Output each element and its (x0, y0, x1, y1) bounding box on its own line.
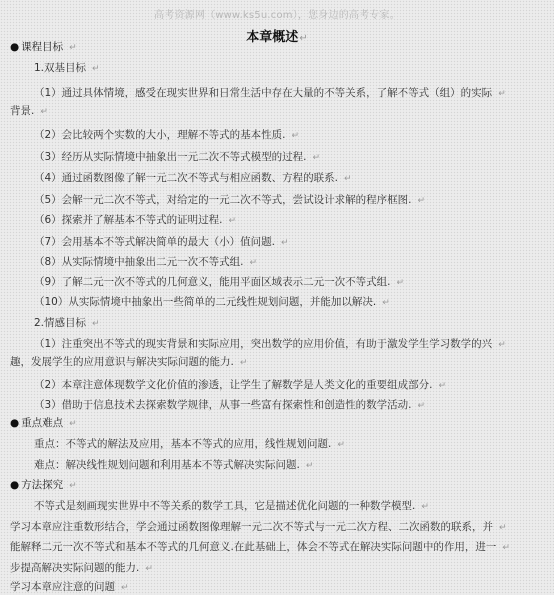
section-heading (10, 40, 554, 55)
text-line (34, 275, 554, 290)
paragraph-mark: ↵ (239, 358, 248, 368)
paragraph-mark: ↵ (312, 153, 321, 163)
line-text: （6）探索并了解基本不等式的证明过程. (34, 214, 223, 226)
paragraph-mark: ↵ (344, 174, 352, 184)
header-watermark: 高考资源网（www.ks5u.com），您身边的高考专家。 (154, 10, 400, 21)
text-line (34, 437, 554, 452)
text-line (34, 295, 554, 310)
text-line (34, 458, 554, 473)
section-heading-text: 重点难点 (21, 417, 64, 429)
section-heading-text: 方法探究 (21, 479, 64, 491)
paragraph-mark: ↵ (382, 298, 390, 308)
line-text: 能解释二元一次不等式和基本不等式的几何意义.在此基础上，体会不等式在解决实际问题中的作用，进一 (10, 541, 497, 553)
line-text: （9）了解二元一次不等式的几何意义，能用平面区域表示二元一次不等式组. (34, 276, 391, 288)
line-text: （3）经历从实际情境中抽象出一元二次不等式模型的过程. (34, 151, 307, 163)
line-text: （2）本章注意体现数学文化价值的渗透，让学生了解数学是人类文化的重要组成部分. (34, 379, 433, 391)
paragraph-mark: ↵ (438, 381, 447, 391)
text-line (34, 316, 554, 331)
section-heading-text: 课程目标 (21, 41, 64, 53)
line-text: 背景. (10, 105, 35, 117)
paragraph-mark: ↵ (417, 196, 426, 206)
text-line (10, 561, 554, 576)
paragraph-mark: ↵ (228, 216, 237, 226)
text-line (10, 540, 554, 555)
paragraph-mark: ↵ (92, 64, 100, 74)
text-line (34, 235, 554, 250)
paragraph-mark: ↵ (305, 461, 314, 471)
text-line (34, 86, 554, 101)
line-text: 趣，发展学生的应用意识与解决实际问题的能力. (10, 356, 234, 368)
text-line (34, 128, 554, 143)
text-line (34, 378, 554, 393)
line-text: 难点：解决线性规划问题和利用基本不等式解决实际问题. (34, 459, 300, 471)
text-line (34, 61, 554, 76)
line-text: （5）会解一元二次不等式，对给定的一元二次不等式，尝试设计求解的程序框图. (34, 194, 412, 206)
text-line (10, 355, 554, 370)
text-line (34, 499, 554, 514)
line-text: （1）注重突出不等式的现实背景和实际应用，突出数学的应用价值，有助于激发学生学习数学的兴 (34, 338, 493, 350)
text-line (10, 580, 554, 595)
text-line (10, 104, 554, 119)
text-line (34, 337, 554, 352)
paragraph-mark: ↵ (69, 419, 77, 429)
paragraph-mark: ↵ (291, 131, 300, 141)
text-line (34, 398, 554, 413)
paragraph-mark: ↵ (281, 238, 289, 248)
bullet-icon: ● (10, 479, 20, 491)
line-text: （1）通过具体情境，感受在现实世界和日常生活中存在大量的不等关系，了解不等式（组）的实际 (34, 87, 493, 99)
paragraph-mark: ↵ (249, 258, 258, 268)
paragraph-mark: ↵ (299, 33, 308, 44)
bullet-icon: ● (10, 41, 20, 53)
bullet-icon: ● (10, 417, 20, 429)
line-text: 不等式是刻画现实世界中不等关系的数学工具，它是描述优化问题的一种数学模型. (34, 500, 416, 512)
line-text: 步提高解决实际问题的能力. (10, 562, 140, 574)
paragraph-mark: ↵ (337, 440, 345, 450)
paragraph-mark: ↵ (396, 278, 405, 288)
paragraph-mark: ↵ (121, 583, 129, 593)
text-line (34, 255, 554, 270)
text-line (34, 150, 554, 165)
paragraph-mark: ↵ (69, 481, 77, 491)
text-line (34, 213, 554, 228)
line-text: （7）会用基本不等式解决简单的最大（小）值问题. (34, 236, 276, 248)
paragraph-mark: ↵ (421, 502, 429, 512)
section-heading (10, 416, 554, 431)
title-text: 本章概述 (246, 30, 299, 45)
paragraph-mark: ↵ (92, 319, 100, 329)
paragraph-mark: ↵ (417, 401, 426, 411)
paragraph-mark: ↵ (499, 523, 507, 533)
paragraph-mark: ↵ (69, 43, 77, 53)
line-text: 学习本章应注意的问题 (10, 581, 115, 593)
paragraph-mark: ↵ (502, 543, 510, 553)
line-text: 学习本章应注重数形结合，学会通过函数图像理解一元二次不等式与一元二次方程、二次函数的联系，并 (10, 521, 493, 533)
paragraph-mark: ↵ (40, 107, 48, 117)
line-text: （4）通过函数图像了解一元二次不等式与相应函数、方程的联系. (34, 172, 339, 184)
text-line (34, 193, 554, 208)
paragraph-mark: ↵ (498, 89, 506, 99)
paragraph-mark: ↵ (498, 340, 506, 350)
section-heading (10, 478, 554, 493)
line-text: （3）借助于信息技术去探索数学规律，从事一些富有探索性和创造性的数学活动. (34, 399, 412, 411)
text-line (10, 520, 554, 535)
text-line (34, 171, 554, 186)
line-text: （2）会比较两个实数的大小，理解不等式的基本性质. (34, 129, 286, 141)
line-text: 1.双基目标 (34, 62, 87, 74)
line-text: 重点：不等式的解法及应用，基本不等式的应用，线性规划问题. (34, 438, 332, 450)
line-text: 2.情感目标 (34, 317, 87, 329)
paragraph-mark: ↵ (145, 564, 153, 574)
line-text: （8）从实际情境中抽象出二元一次不等式组. (34, 256, 244, 268)
line-text: （10）从实际情境中抽象出一些简单的二元线性规划问题，并能加以解决. (34, 296, 377, 308)
